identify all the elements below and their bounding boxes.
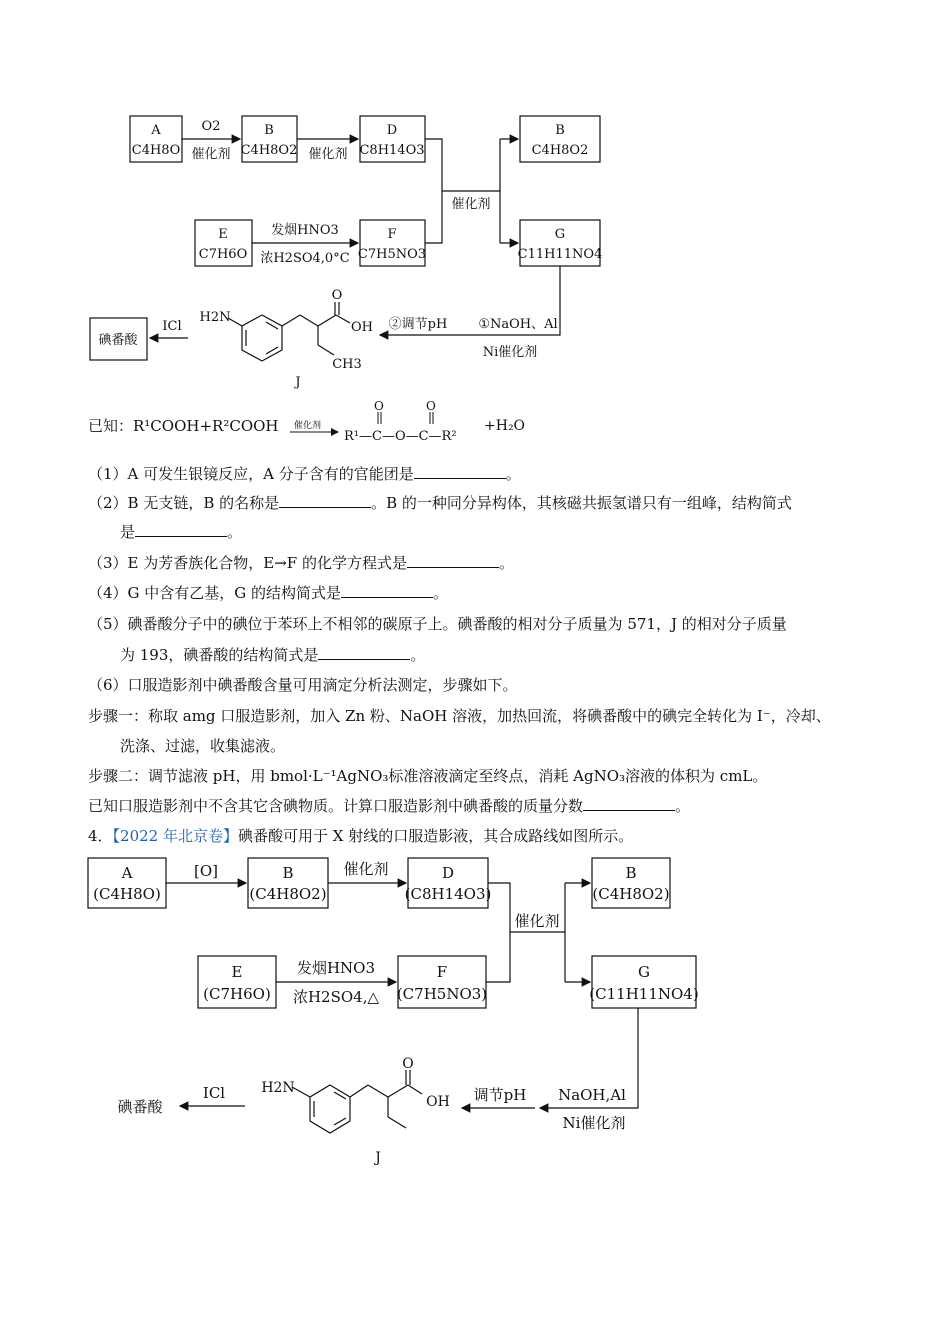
arrow-AB-bottom: 催化剂	[191, 147, 231, 162]
arrow2-ICl: ICl	[202, 1084, 226, 1102]
arrow2-G-top: NaOH,Al	[558, 1086, 626, 1104]
J2-label: J	[375, 1150, 381, 1166]
problem-source[interactable]: 【2022 年北京卷】	[112, 827, 238, 845]
step2-text: 步骤二：调节滤液 pH，用 bmol·L⁻¹AgNO₃标准溶液滴定至终点，消耗 AgNO₃溶液的体积为 cmL。	[88, 767, 768, 785]
arrow-GJ-bottom: Ni催化剂	[482, 345, 538, 360]
known-O2: O	[426, 399, 436, 413]
J-o: O	[331, 288, 343, 303]
arrow-GJ-top: ①NaOH、Al	[478, 317, 558, 332]
G2-label: G	[638, 963, 650, 981]
known-suffix: +H₂O	[484, 418, 526, 434]
A2-formula: (C4H8O)	[93, 885, 161, 903]
E2-formula: (C7H6O)	[203, 985, 271, 1003]
q1-period: 。	[505, 465, 521, 483]
E-label: E	[218, 227, 228, 242]
arrow2-EF-top: 发烟HNO3	[296, 959, 376, 977]
arrow-BD-bottom: 催化剂	[308, 147, 348, 162]
G-formula: C11H11NO4	[517, 247, 603, 262]
B22-label: B	[625, 864, 637, 882]
q2-text-3: 是	[120, 523, 136, 541]
arrow-J-top: ②调节pH	[388, 317, 448, 332]
product-label: 碘番酸	[98, 333, 138, 348]
J2-o: O	[402, 1056, 414, 1072]
arrow2-pH: 调节pH	[473, 1086, 527, 1104]
final-text: 已知口服造影剂中不含其它含碘物质。计算口服造影剂中碘番酸的质量分数	[88, 797, 584, 815]
step1-text-2: 洗涤、过滤，收集滤液。	[120, 737, 286, 755]
B21-formula: (C4H8O2)	[249, 885, 327, 903]
arrow2-EF-bottom: 浓H2SO4,△	[292, 988, 380, 1006]
A-label: A	[151, 123, 161, 138]
q1-text: （1）A 可发生银镜反应，A 分子含有的官能团是	[88, 465, 414, 483]
arrow2-G-bottom: Ni催化剂	[562, 1114, 626, 1132]
product2-label: 碘番酸	[117, 1098, 163, 1116]
A-formula: C4H8O	[131, 143, 181, 158]
D-label: D	[386, 123, 398, 138]
q5-period: 。	[410, 646, 426, 664]
E2-label: E	[231, 963, 243, 981]
J-label: J	[295, 375, 301, 390]
arrow2-AB: [O]	[193, 862, 219, 880]
arrow-EF-top: 发烟HNO3	[271, 223, 339, 238]
q5-text: （5）碘番酸分子中的碘位于苯环上不相邻的碳原子上。碘番酸的相对分子质量为 571，J 的相对分子质量	[88, 615, 787, 633]
q3-text: （3）E 为芳香族化合物，E→F 的化学方程式是	[88, 554, 407, 572]
F2-formula: (C7H5NO3)	[396, 985, 488, 1003]
G-label: G	[554, 227, 566, 242]
step1-text: 步骤一：称取 amg 口服造影剂，加入 Zn 粉、NaOH 溶液，加热回流，将碘番酸中的碘完全转化为 I⁻，冷却、	[88, 707, 831, 725]
q5-text-2: 为 193，碘番酸的结构简式是	[120, 646, 319, 664]
A2-label: A	[121, 864, 133, 882]
D-formula: C8H14O3	[359, 143, 425, 158]
B22-formula: (C4H8O2)	[592, 885, 670, 903]
problem-number: 4．	[88, 827, 113, 845]
arrow-branch: 催化剂	[451, 197, 491, 212]
B1-label: B	[264, 123, 274, 138]
q2-text: （2）B 无支链，B 的名称是	[88, 494, 280, 512]
q4-text: （4）G 中含有乙基，G 的结构简式是	[88, 584, 342, 602]
q3-period: 。	[498, 554, 514, 572]
J2-nh2: H2N	[261, 1080, 295, 1096]
known-product: R¹—C—O—C—R²	[344, 429, 457, 444]
F-formula: C7H5NO3	[357, 247, 427, 262]
arrow2-branch: 催化剂	[514, 912, 560, 930]
B2-label: B	[555, 123, 565, 138]
arrow-final: ICl	[162, 319, 182, 334]
q2-text-2: 。B 的一种同分异构体，其核磁共振氢谱只有一组峰，结构简式	[371, 494, 792, 512]
q2-period: 。	[227, 523, 243, 541]
arrow2-BD: 催化剂	[343, 860, 389, 878]
B1-formula: C4H8O2	[240, 143, 298, 158]
D2-formula: (C8H14O3)	[404, 885, 492, 903]
D2-label: D	[441, 864, 455, 882]
G2-formula: (C11H11NO4)	[589, 985, 699, 1003]
J2-oh: OH	[426, 1094, 450, 1110]
arrow-AB-top: O2	[201, 119, 221, 134]
J-ch3: CH3	[332, 357, 362, 372]
J-oh: OH	[351, 320, 373, 335]
known-catalyst: 催化剂	[294, 421, 322, 431]
problem-text: 碘番酸可用于 X 射线的口服造影液，其合成路线如图所示。	[238, 827, 634, 845]
q4-period: 。	[433, 584, 449, 602]
E-formula: C7H6O	[198, 247, 248, 262]
known-O1: O	[374, 399, 384, 413]
F2-label: F	[436, 963, 448, 981]
known-prefix: 已知：R¹COOH+R²COOH	[88, 417, 279, 435]
B2-formula: C4H8O2	[531, 143, 589, 158]
J-nh2: H2N	[199, 310, 231, 325]
arrow-EF-bottom: 浓H2SO4,0°C	[260, 251, 350, 266]
final-period: 。	[675, 797, 691, 815]
B21-label: B	[282, 864, 294, 882]
q6-text: （6）口服造影剂中碘番酸含量可用滴定分析法测定，步骤如下。	[88, 676, 518, 694]
F-label: F	[387, 227, 397, 242]
